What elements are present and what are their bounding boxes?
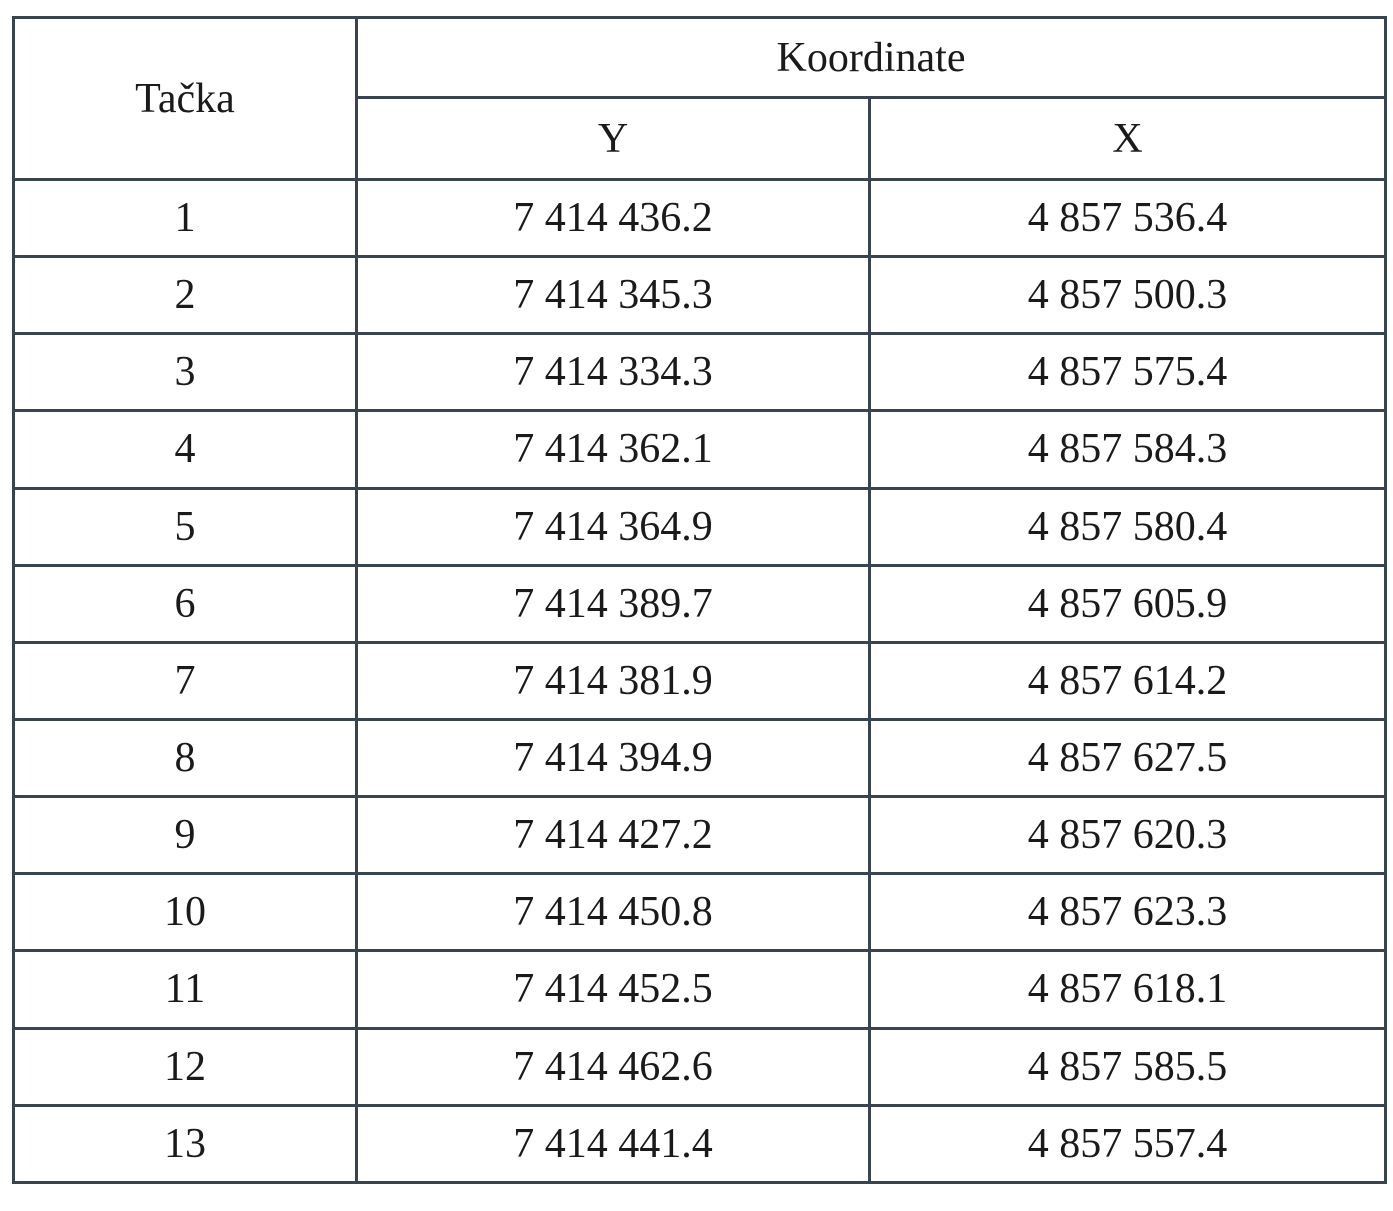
y-column-header: Y [357,98,870,180]
point-cell: 10 [14,874,357,951]
y-cell: 7 414 345.3 [357,257,870,334]
table-row [14,334,1386,411]
table-row [14,565,1386,642]
x-cell: 4 857 585.5 [870,1028,1386,1105]
point-column-header: Tačka [14,18,357,180]
point-cell: 9 [14,797,357,874]
x-cell: 4 857 557.4 [870,1105,1386,1182]
table-row [14,1028,1386,1105]
x-column-header: X [870,98,1386,180]
y-cell: 7 414 389.7 [357,565,870,642]
y-cell: 7 414 334.3 [357,334,870,411]
point-cell: 13 [14,1105,357,1182]
y-cell: 7 414 362.1 [357,411,870,488]
x-cell: 4 857 620.3 [870,797,1386,874]
x-cell: 4 857 584.3 [870,411,1386,488]
x-cell: 4 857 605.9 [870,565,1386,642]
point-cell: 4 [14,411,357,488]
y-cell: 7 414 381.9 [357,642,870,719]
y-cell: 7 414 452.5 [357,951,870,1028]
table-row [14,719,1386,796]
point-cell: 6 [14,565,357,642]
table-row [14,951,1386,1028]
table-row [14,797,1386,874]
table-row [14,874,1386,951]
x-cell: 4 857 614.2 [870,642,1386,719]
point-cell: 3 [14,334,357,411]
table-row [14,257,1386,334]
x-cell: 4 857 580.4 [870,488,1386,565]
x-cell: 4 857 536.4 [870,180,1386,257]
x-cell: 4 857 575.4 [870,334,1386,411]
point-cell: 8 [14,719,357,796]
table-row [14,1105,1386,1182]
point-cell: 7 [14,642,357,719]
x-cell: 4 857 627.5 [870,719,1386,796]
table-row [14,488,1386,565]
point-cell: 1 [14,180,357,257]
table-row [14,642,1386,719]
table-header [14,18,1386,180]
table-row [14,411,1386,488]
y-cell: 7 414 441.4 [357,1105,870,1182]
coordinates-group-header: Koordinate [357,18,1386,98]
table-body [14,180,1386,1183]
x-cell: 4 857 618.1 [870,951,1386,1028]
coordinates-table [12,16,1387,1184]
x-cell: 4 857 500.3 [870,257,1386,334]
y-cell: 7 414 364.9 [357,488,870,565]
point-cell: 2 [14,257,357,334]
table-row [14,180,1386,257]
point-cell: 12 [14,1028,357,1105]
point-cell: 5 [14,488,357,565]
y-cell: 7 414 427.2 [357,797,870,874]
y-cell: 7 414 450.8 [357,874,870,951]
y-cell: 7 414 462.6 [357,1028,870,1105]
point-cell: 11 [14,951,357,1028]
y-cell: 7 414 436.2 [357,180,870,257]
y-cell: 7 414 394.9 [357,719,870,796]
x-cell: 4 857 623.3 [870,874,1386,951]
